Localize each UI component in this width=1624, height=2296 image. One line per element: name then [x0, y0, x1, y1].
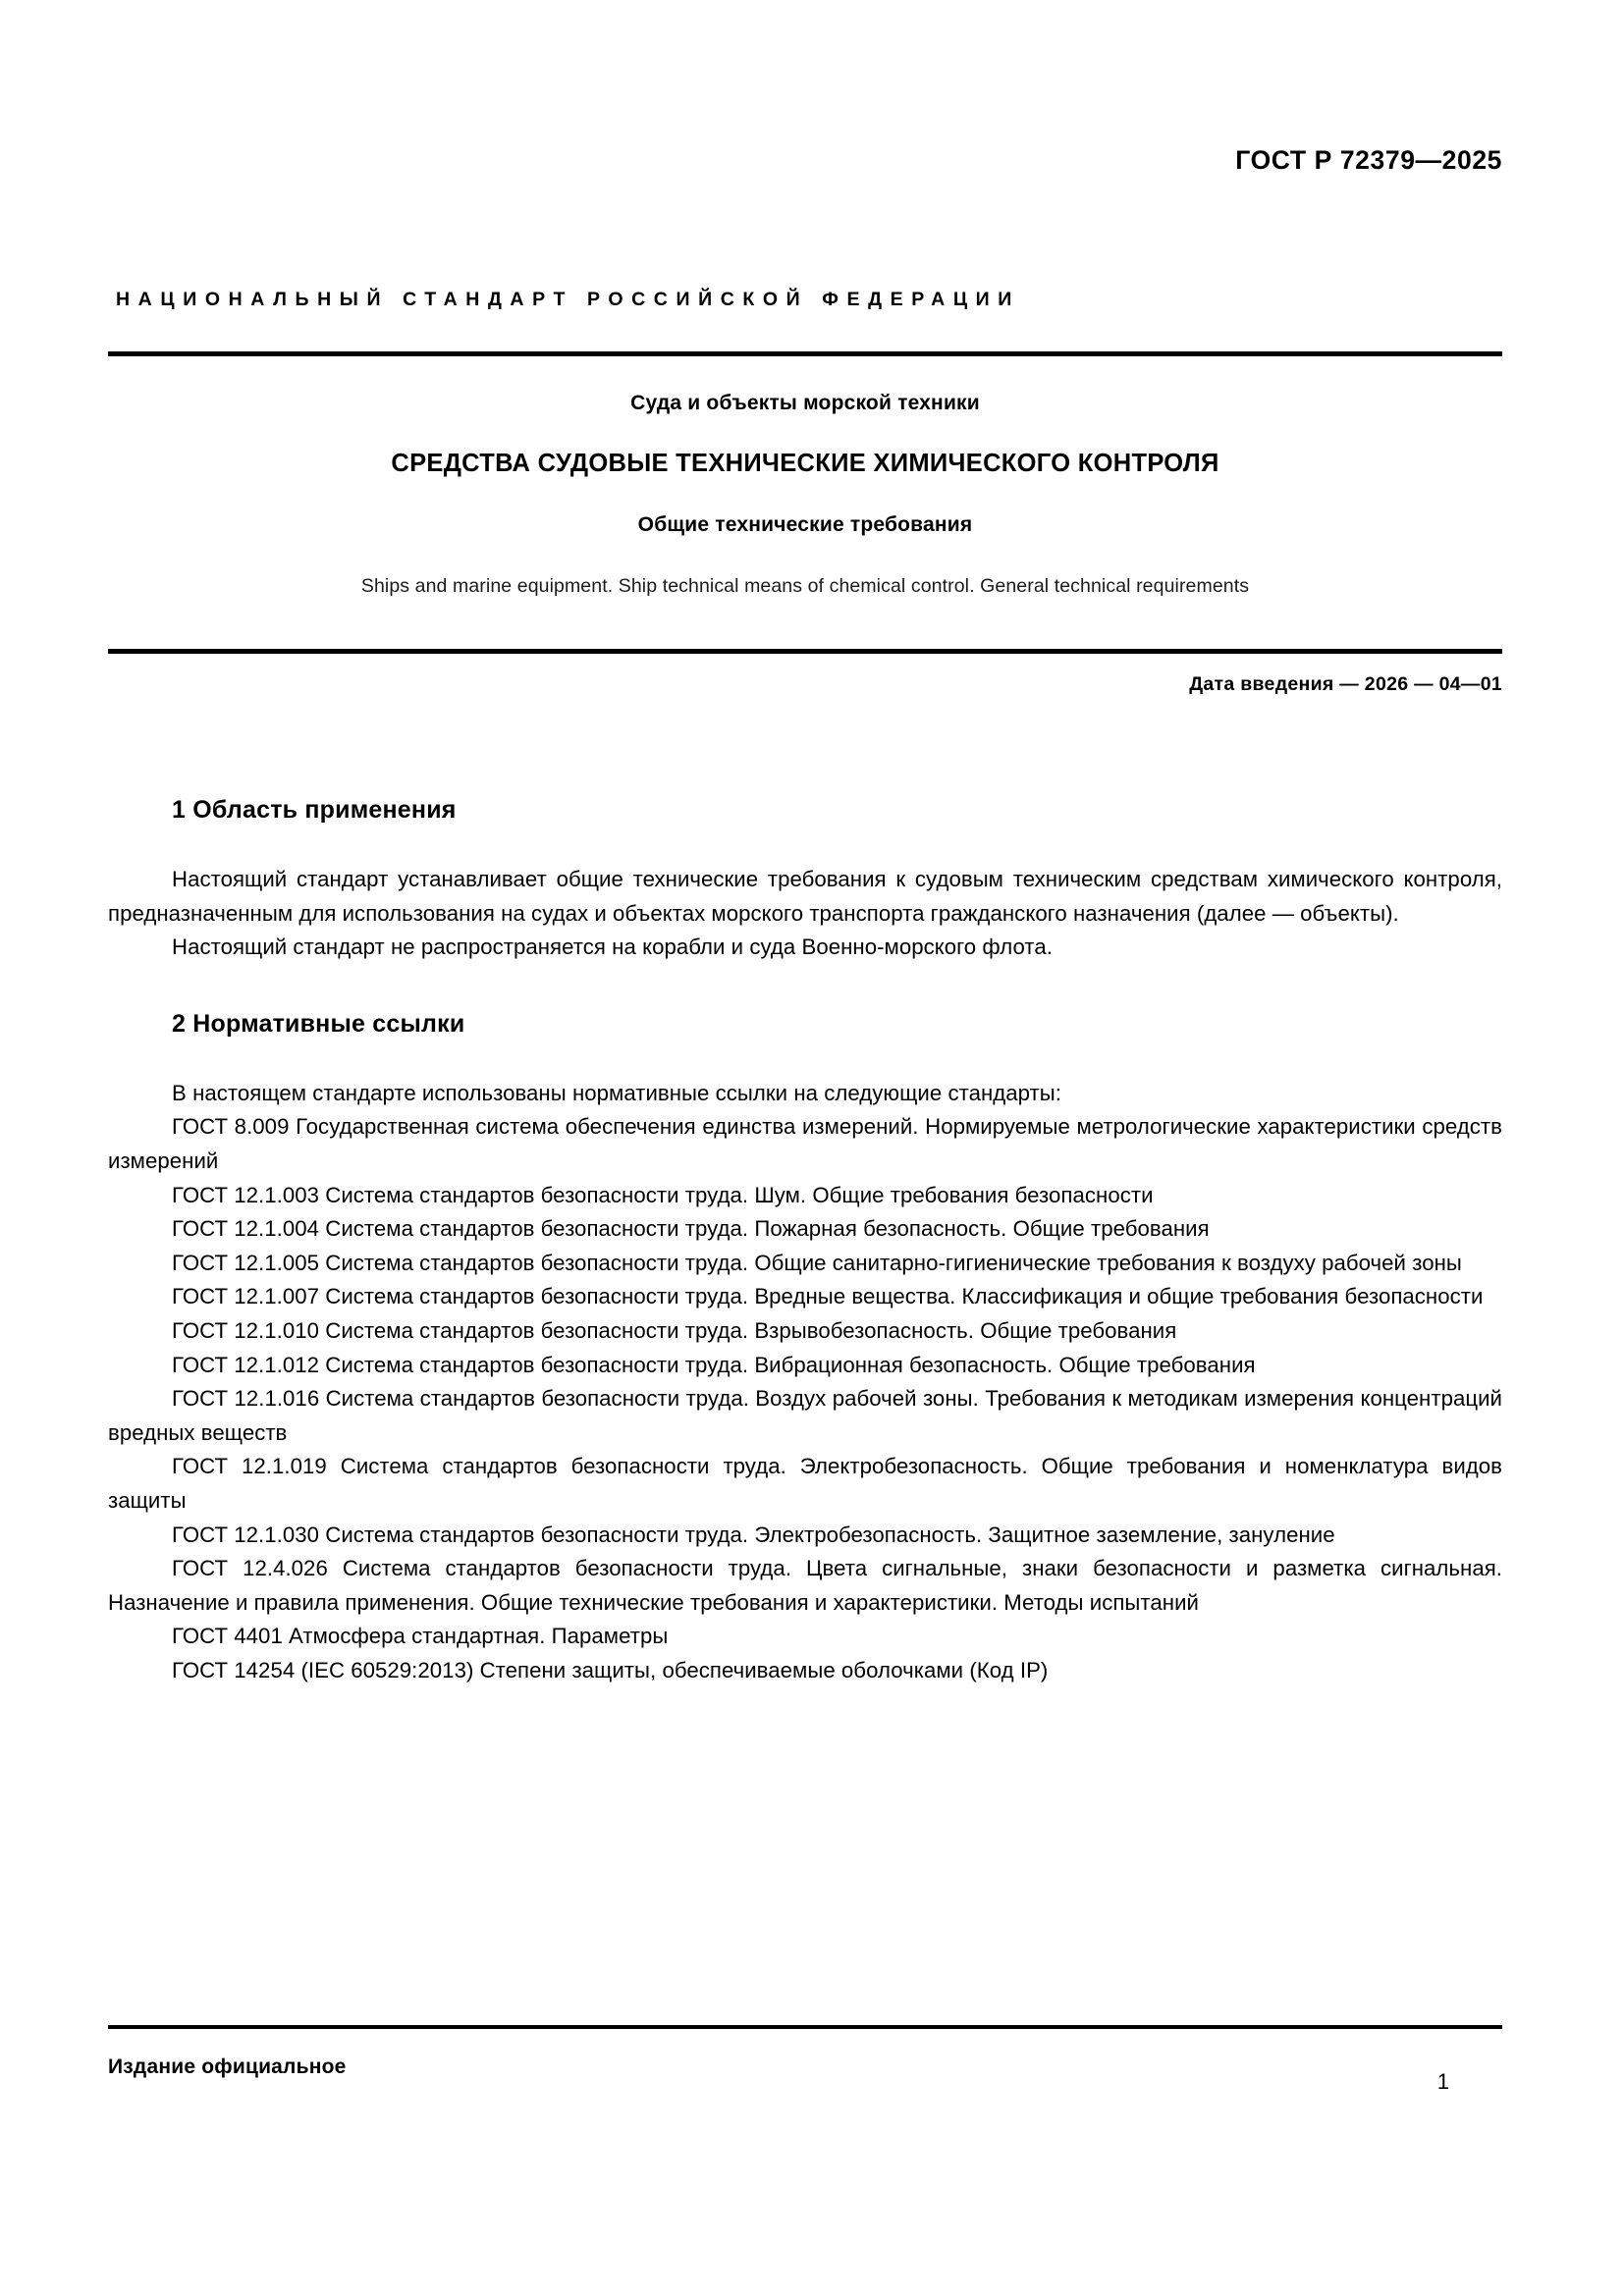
section-1-paragraph-2: Настоящий стандарт не распространяется на корабли и суда Военно-морского флота. [172, 934, 1053, 960]
reference-item: ГОСТ 12.1.019 Система стандартов безопасности труда. Электробезопасность. Общие требования и номенклатура видов защиты [108, 1454, 1502, 1513]
effective-date: Дата введения — 2026 — 04—01 [1189, 673, 1502, 695]
section-1-heading: 1 Область применения [172, 796, 457, 824]
page-title: СРЕДСТВА СУДОВЫЕ ТЕХНИЧЕСКИЕ ХИМИЧЕСКОГО КОНТРОЛЯ [391, 450, 1219, 477]
normative-reference-list [108, 1110, 1502, 1687]
section-normative-references [108, 1009, 1502, 1688]
title-divider-rule [108, 649, 1502, 654]
page-number: 1 [1436, 2069, 1449, 2094]
reference-item: ГОСТ 12.1.030 Система стандартов безопасности труда. Электробезопасность. Защитное заземление, зануление [172, 1522, 1335, 1547]
reference-item: ГОСТ 8.009 Государственная система обеспечения единства измерений. Нормируемые метрологические характеристики средств измерений [108, 1114, 1502, 1173]
national-standard-banner: НАЦИОНАЛЬНЫЙ СТАНДАРТ РОССИЙСКОЙ ФЕДЕРАЦИИ [116, 289, 1020, 310]
title-category: Суда и объекты морской техники [630, 392, 980, 414]
official-edition-note: Издание официальное [108, 2056, 347, 2078]
reference-item: ГОСТ 12.1.010 Система стандартов безопасности труда. Взрывобезопасность. Общие требования [172, 1317, 1177, 1343]
title-english-translation: Ships and marine equipment. Ship technical means of chemical control. General technical requirements [360, 575, 1250, 597]
reference-item: ГОСТ 12.1.003 Система стандартов безопасности труда. Шум. Общие требования безопасности [172, 1182, 1154, 1207]
document-body [108, 795, 1502, 1687]
reference-item: ГОСТ 12.1.004 Система стандартов безопасности труда. Пожарная безопасность. Общие требования [172, 1216, 1210, 1242]
reference-item: ГОСТ 14254 (IEC 60529:2013) Степени защиты, обеспечиваемые оболочками (Код IP) [172, 1657, 1049, 1682]
section-scope [108, 795, 1502, 965]
reference-item: ГОСТ 12.1.012 Система стандартов безопасности труда. Вибрационная безопасность. Общие требования [172, 1352, 1256, 1377]
reference-item: ГОСТ 12.4.026 Система стандартов безопасности труда. Цвета сигнальные, знаки безопасности и разметка сигнальная. Назначение и правила применения. Общие технические требования и характеристики. Методы испытаний [108, 1556, 1502, 1615]
section-2-intro: В настоящем стандарте использованы нормативные ссылки на следующие стандарты: [172, 1080, 1061, 1105]
reference-item: ГОСТ 4401 Атмосфера стандартная. Параметры [172, 1624, 669, 1649]
header-divider-rule [108, 351, 1502, 356]
title-block [108, 383, 1502, 598]
section-1-paragraph-1: Настоящий стандарт устанавливает общие технические требования к судовым техническим средствам химического контроля, предназначенным для использования на судах и объектах морского транспорта гражданского назначения (далее — объекты). [108, 867, 1502, 926]
footer-divider-rule [108, 2025, 1502, 2029]
title-subtitle: Общие технические требования [637, 513, 973, 536]
reference-item: ГОСТ 12.1.005 Система стандартов безопасности труда. Общие санитарно-гигиенические требования к воздуху рабочей зоны [172, 1250, 1462, 1275]
section-2-heading: 2 Нормативные ссылки [172, 1009, 465, 1038]
reference-item: ГОСТ 12.1.007 Система стандартов безопасности труда. Вредные вещества. Классификация и общие требования безопасности [172, 1284, 1484, 1309]
reference-item: ГОСТ 12.1.016 Система стандартов безопасности труда. Воздух рабочей зоны. Требования к методикам измерения концентраций вредных веществ [108, 1386, 1502, 1445]
running-head-standard-number: ГОСТ Р 72379—2025 [1235, 145, 1502, 175]
